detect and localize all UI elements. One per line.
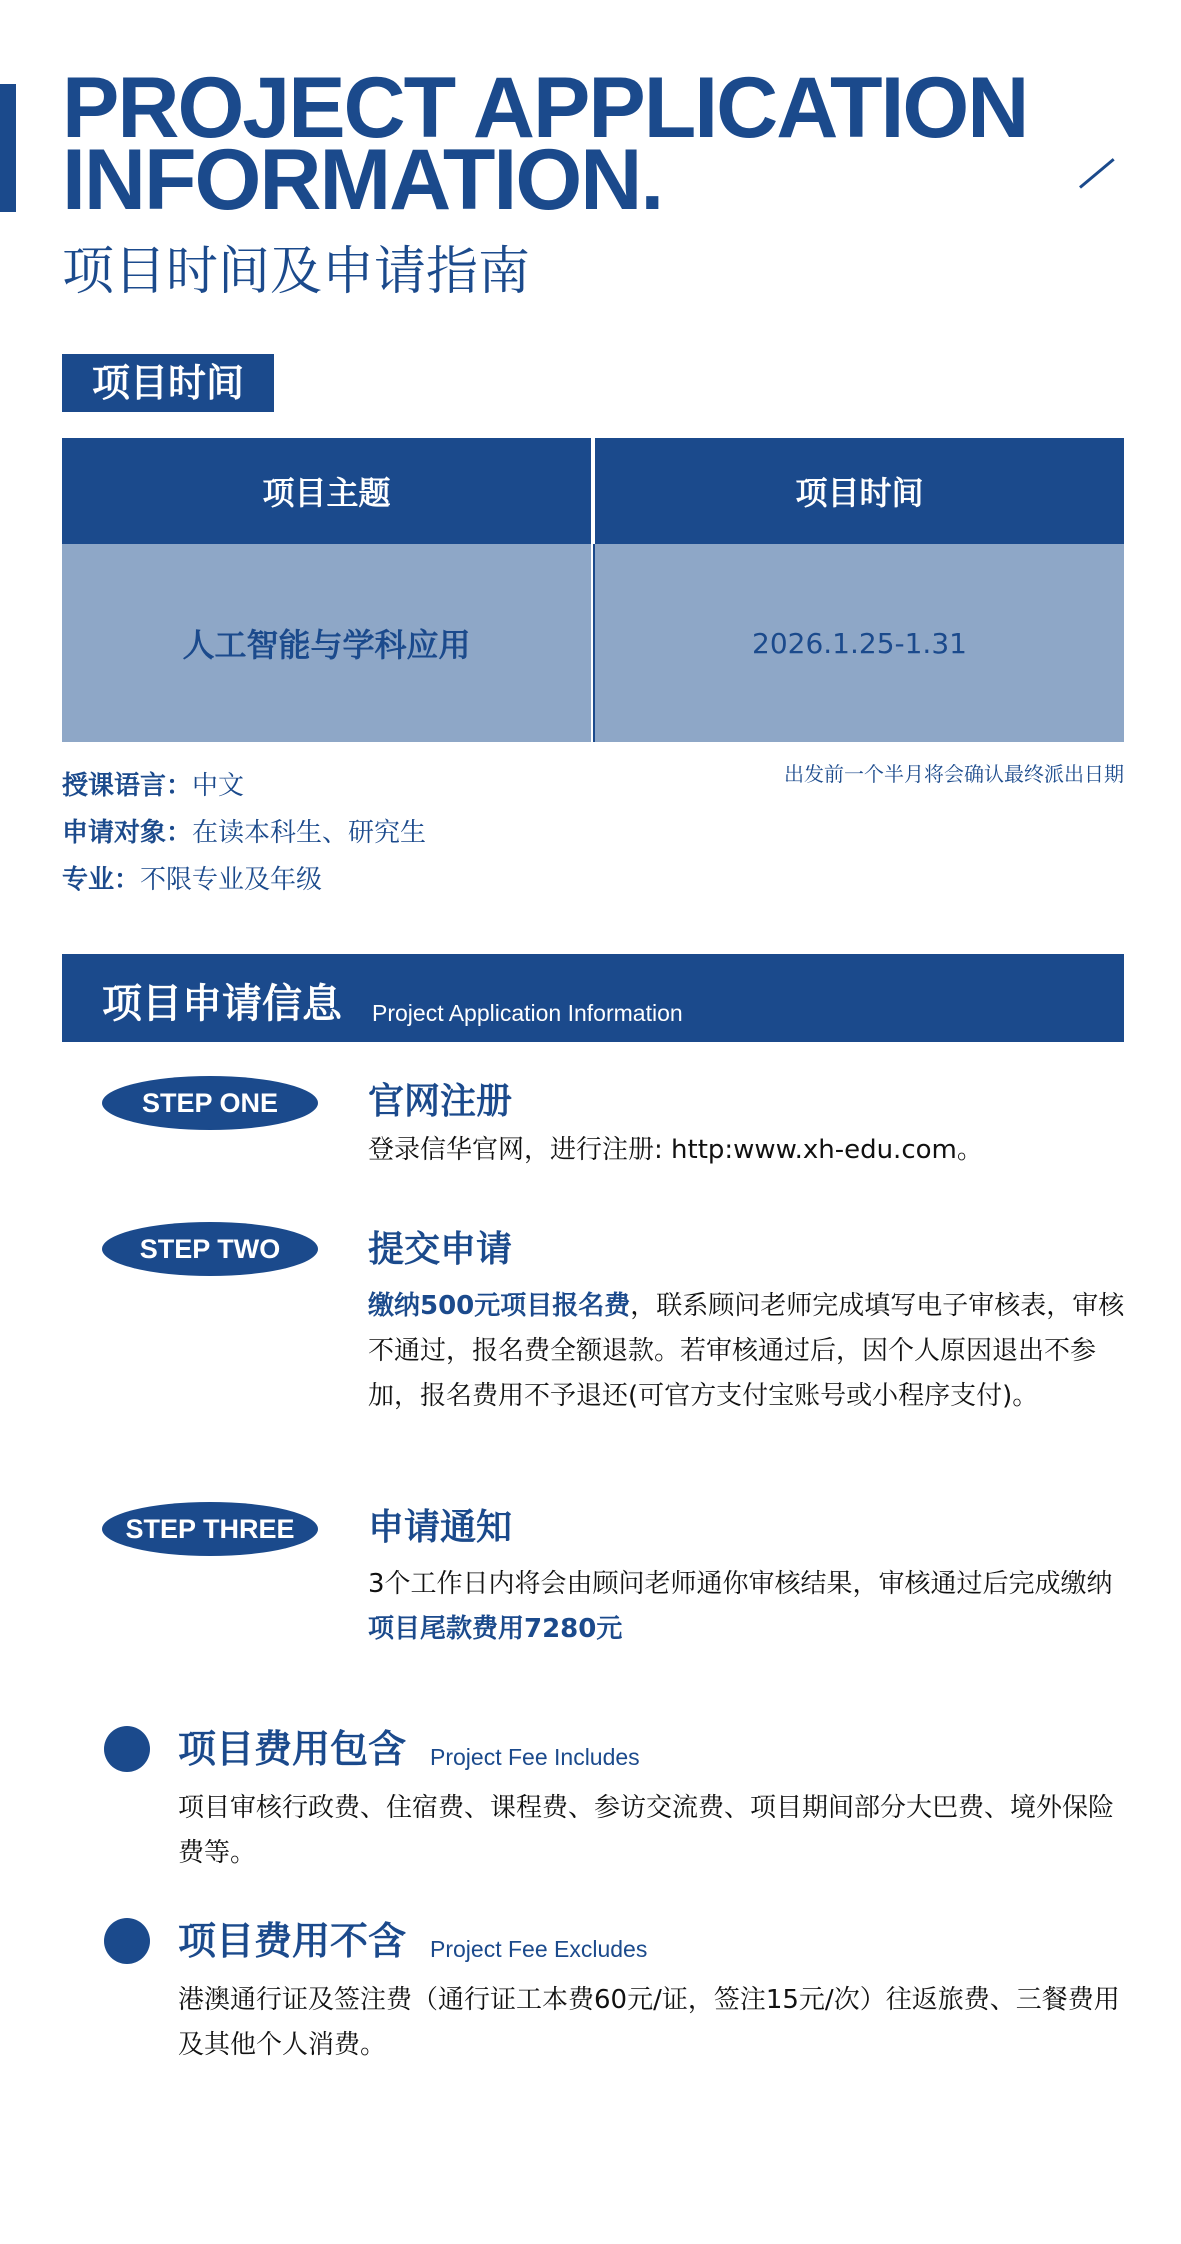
fee-excludes-body: 港澳通行证及签注费（通行证工本费60元/证，签注15元/次）往返旅费、三餐费用及其他个人消费。 bbox=[178, 1985, 1120, 2060]
step-one-pill: STEP ONE bbox=[102, 1076, 318, 1130]
page-title-line-2: INFORMATION. bbox=[62, 132, 663, 228]
detail-audience bbox=[62, 817, 426, 849]
fee-excludes-bullet bbox=[104, 1918, 150, 1964]
table-cell-date: 2026.1.25-1.31 bbox=[595, 544, 1124, 742]
table-divider-line bbox=[593, 544, 595, 742]
fee-includes-bullet bbox=[104, 1726, 150, 1772]
application-banner bbox=[62, 954, 1124, 1042]
detail-major bbox=[62, 864, 322, 896]
table-header-topic: 项目主题 bbox=[62, 438, 591, 544]
fee-excludes-title-en: Project Fee Excludes bbox=[430, 1936, 648, 1962]
page-title-line-1: PROJECT APPLICATION bbox=[62, 60, 1028, 156]
fee-excludes-heading bbox=[178, 1918, 647, 1964]
page-title bbox=[62, 60, 1142, 228]
step-two-highlight: 缴纳500元项目报名费 bbox=[368, 1291, 631, 1321]
detail-value: 中文 bbox=[192, 771, 245, 801]
schedule-note: 出发前一个半月将会确认最终派出日期 bbox=[784, 762, 1124, 786]
detail-value: 在读本科生、研究生 bbox=[192, 818, 427, 848]
fee-includes-title-en: Project Fee Includes bbox=[430, 1744, 640, 1770]
fee-includes-title-cn: 项目费用包含 bbox=[178, 1727, 407, 1771]
detail-label: 授课语言： bbox=[62, 771, 193, 801]
schedule-table bbox=[62, 438, 1124, 742]
step-two-body bbox=[368, 1284, 1128, 1419]
page-subtitle: 项目时间及申请指南 bbox=[62, 242, 531, 302]
step-three-pill: STEP THREE bbox=[102, 1502, 318, 1556]
step-one-title: 官网注册 bbox=[368, 1081, 513, 1122]
detail-value: 不限专业及年级 bbox=[140, 865, 323, 895]
detail-language bbox=[62, 770, 244, 802]
table-header-date: 项目时间 bbox=[595, 438, 1124, 544]
fee-excludes-title-cn: 项目费用不含 bbox=[178, 1919, 407, 1963]
step-one-body: 登录信华官网，进行注册: http:www.xh-edu.com。 bbox=[368, 1135, 983, 1165]
table-cell-topic: 人工智能与学科应用 bbox=[62, 544, 591, 742]
fee-includes-heading bbox=[178, 1726, 640, 1772]
step-three-body bbox=[368, 1562, 1128, 1652]
fee-includes-body: 项目审核行政费、住宿费、课程费、参访交流费、项目期间部分大巴费、境外保险费等。 bbox=[178, 1793, 1115, 1868]
banner-title-en: Project Application Information bbox=[372, 1000, 683, 1026]
step-two-title: 提交申请 bbox=[368, 1229, 513, 1270]
step-three-title: 申请通知 bbox=[368, 1507, 513, 1548]
accent-bar bbox=[0, 84, 16, 212]
banner-title-cn: 项目申请信息 bbox=[102, 981, 342, 1027]
detail-label: 申请对象： bbox=[62, 818, 193, 848]
detail-label: 专业： bbox=[62, 865, 141, 895]
step-two-pill: STEP TWO bbox=[102, 1222, 318, 1276]
step-three-text: 3个工作日内将会由顾问老师通你审核结果，审核通过后完成缴纳 bbox=[368, 1569, 1113, 1599]
step-two-text: ，联系顾问老师完成填写电子审核表，审核不通过，报名费全额退款。若审核通过后，因个人原因退出不参加，报名费用不予退还(可官方支付宝账号或小程序支付)。 bbox=[368, 1291, 1125, 1411]
step-three-highlight: 项目尾款费用7280元 bbox=[368, 1614, 623, 1644]
schedule-tag: 项目时间 bbox=[62, 354, 274, 412]
